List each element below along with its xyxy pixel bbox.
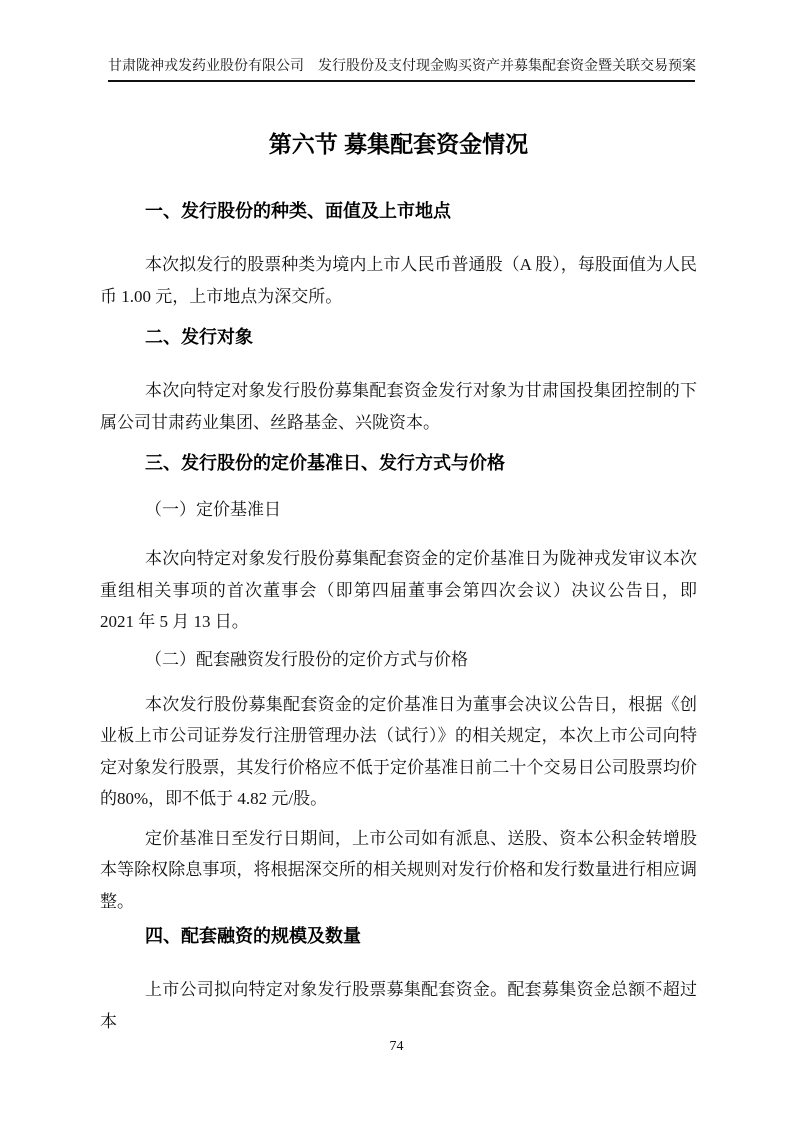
paragraph-pricing-base-date: 本次向特定对象发行股份募集配套资金的定价基准日为陇神戎发审议本次重组相关事项的首次董事会（即第四届董事会第四次会议）决议公告日，即 2021 年 5 月 13 日。 (100, 549, 697, 631)
paragraph-share-type: 本次拟发行的股票种类为境内上市人民币普通股（A 股），每股面值为人民币 1.00 元，上市地点为深交所。 (100, 255, 697, 306)
chapter-title: 第六节 募集配套资金情况 (268, 131, 529, 157)
page-footer (0, 1038, 793, 1056)
paragraph-pricing-method: 本次发行股份募集配套资金的定价基准日为董事会决议公告日，根据《创业板上市公司证券发行注册管理办法（试行）》的相关规定，本次上市公司向特定对象发行股票，其发行价格应不低于定价基准日前二十个交易日公司股票均价的80%，即不低于 4.82 元/股。 (100, 694, 697, 808)
subheading-pricing-base-date: （一）定价基准日 (145, 500, 281, 519)
running-header (108, 58, 695, 82)
section-heading-pricing: 三、发行股份的定价基准日、发行方式与价格 (145, 453, 505, 473)
running-header-text: 甘肃陇神戎发药业股份有限公司 发行股份及支付现金购买资产并募集配套资金暨关联交易预案 (108, 59, 696, 74)
paragraph-issue-targets: 本次向特定对象发行股份募集配套资金发行对象为甘肃国投集团控制的下属公司甘肃药业集团、丝路基金、兴陇资本。 (100, 381, 697, 432)
paragraph-scale-quantity: 上市公司拟向特定对象发行股票募集配套资金。配套募集资金总额不超过本 (100, 980, 697, 1031)
page-number: 74 (389, 1039, 404, 1054)
subheading-pricing-method: （二）配套融资发行股份的定价方式与价格 (145, 649, 468, 669)
section-heading-issue-targets: 二、发行对象 (145, 327, 253, 347)
section-heading-scale-quantity: 四、配套融资的规模及数量 (145, 926, 361, 946)
paragraph-price-adjustment: 定价基准日至发行日期间，上市公司如有派息、送股、资本公积金转增股本等除权除息事项，将根据深交所的相关规则对发行价格和发行数量进行相应调整。 (100, 828, 697, 911)
section-heading-share-type: 一、发行股份的种类、面值及上市地点 (145, 201, 451, 221)
